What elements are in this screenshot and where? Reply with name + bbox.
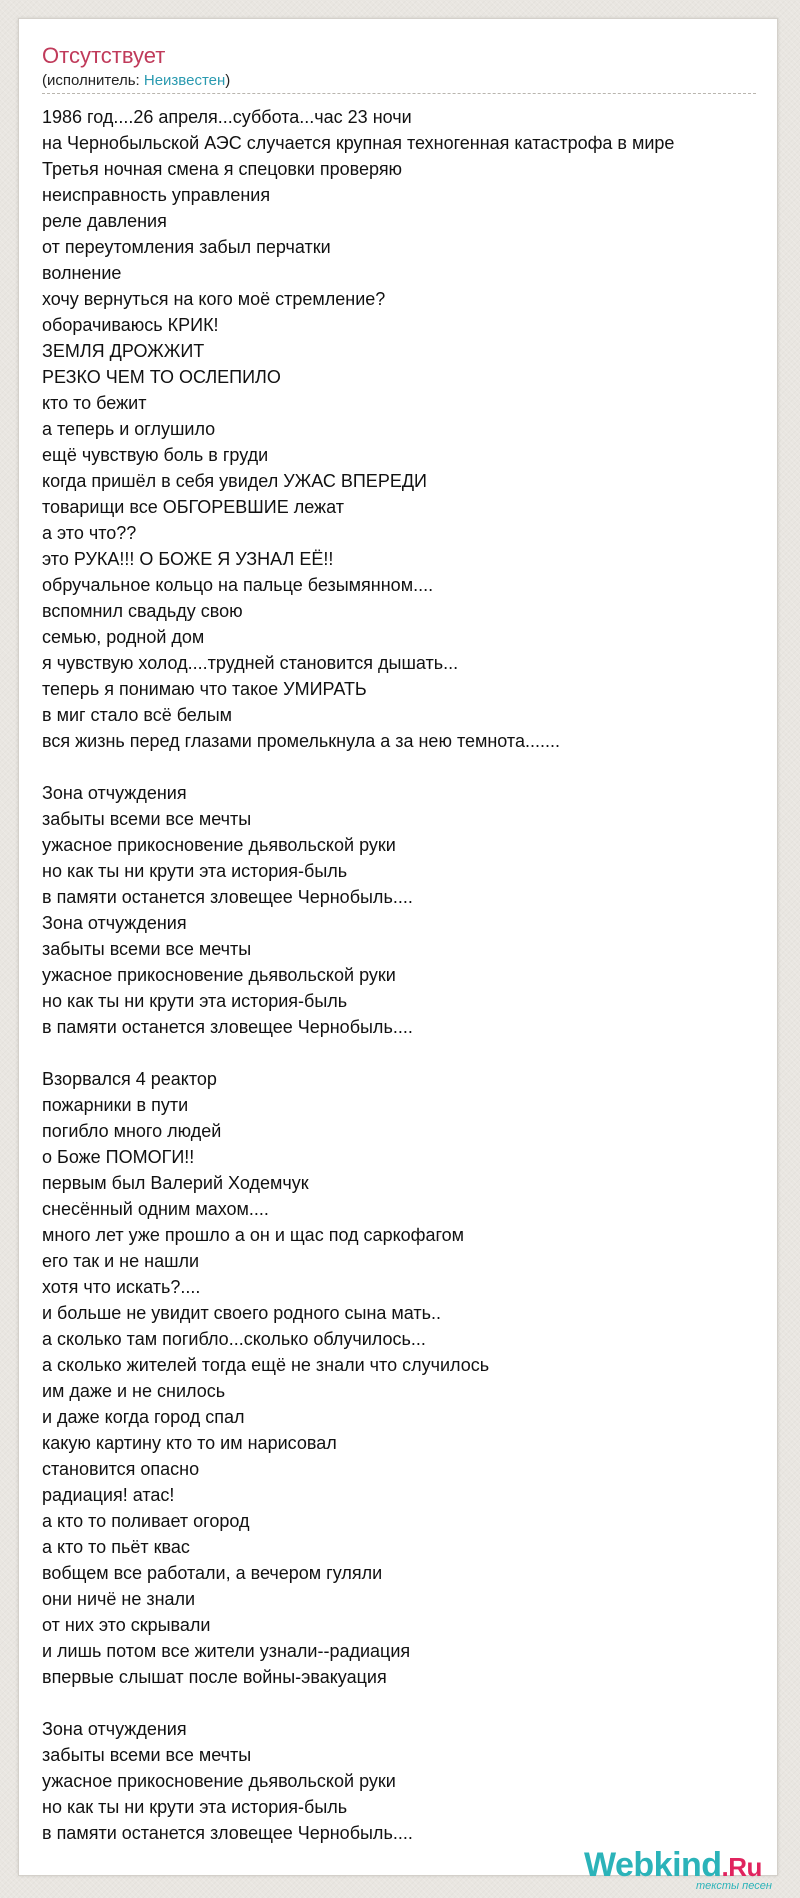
- lyric-line: но как ты ни крути эта история-быль: [42, 991, 348, 1011]
- lyric-line: какую картину кто то им нарисовал: [42, 1433, 337, 1453]
- lyric-line: в миг стало всё белым: [42, 705, 233, 725]
- lyric-line: хочу вернуться на кого моё стремление?: [42, 289, 386, 309]
- lyric-line: на Чернобыльской АЭС случается крупная техногенная катастрофа в мире: [42, 133, 675, 153]
- lyric-line: волнение: [42, 263, 122, 283]
- lyric-line: ещё чувствую боль в груди: [42, 445, 269, 465]
- lyric-line: они ничё не знали: [42, 1589, 196, 1609]
- lyric-line: ужасное прикосновение дьявольской руки: [42, 835, 396, 855]
- lyric-line: и больше не увидит своего родного сына мать..: [42, 1303, 442, 1323]
- header-divider: [42, 93, 756, 94]
- lyric-line: впервые слышат после войны-эвакуация: [42, 1667, 387, 1687]
- lyric-line: 1986 год....26 апреля...суббота...час 23 ночи: [42, 107, 412, 127]
- artist-prefix: (исполнитель:: [42, 72, 144, 89]
- lyric-line: вспомнил свадьду свою: [42, 601, 243, 621]
- lyric-line: я чувствую холод....трудней становится дышать...: [42, 653, 459, 673]
- lyric-line: им даже и не снилось: [42, 1381, 226, 1401]
- logo-name: Webkind: [584, 1846, 722, 1884]
- lyric-line: кто то бежит: [42, 393, 147, 413]
- lyric-line: в памяти останется зловещее Чернобыль....: [42, 1017, 413, 1037]
- lyric-blank-line: [42, 1690, 772, 1716]
- logo-tagline: тексты песен: [696, 1880, 772, 1892]
- lyric-line: а кто то пьёт квас: [42, 1537, 190, 1557]
- lyric-line: и даже когда город спал: [42, 1407, 245, 1427]
- lyric-line: от переутомления забыл перчатки: [42, 237, 331, 257]
- lyric-line: его так и не нашли: [42, 1251, 200, 1271]
- lyric-line: от них это скрывали: [42, 1615, 211, 1635]
- lyric-line: в памяти останется зловещее Чернобыль....: [42, 887, 413, 907]
- lyric-blank-line: [42, 754, 772, 780]
- lyric-line: обручальное кольцо на пальце безымянном....: [42, 575, 434, 595]
- lyric-line: вобщем все работали, а вечером гуляли: [42, 1563, 383, 1583]
- lyric-line: это РУКА!!! О БОЖЕ Я УЗНАЛ ЕЁ!!: [42, 549, 334, 569]
- lyric-line: теперь я понимаю что такое УМИРАТЬ: [42, 679, 367, 699]
- lyric-line: РЕЗКО ЧЕМ ТО ОСЛЕПИЛО: [42, 367, 281, 387]
- lyric-line: семью, родной дом: [42, 627, 205, 647]
- lyric-line: а теперь и оглушило: [42, 419, 216, 439]
- song-title: Отсутствует: [42, 43, 166, 68]
- lyric-line: ЗЕМЛЯ ДРОЖЖИТ: [42, 341, 205, 361]
- lyric-line: радиация! атас!: [42, 1485, 175, 1505]
- lyric-line: но как ты ни крути эта история-быль: [42, 1797, 348, 1817]
- lyric-line: товарищи все ОБГОРЕВШИЕ лежат: [42, 497, 344, 517]
- lyric-line: забыты всеми все мечты: [42, 939, 252, 959]
- lyric-line: и лишь потом все жители узнали--радиация: [42, 1641, 411, 1661]
- lyric-line: снесённый одним махом....: [42, 1199, 269, 1219]
- lyric-line: вся жизнь перед глазами промелькнула а за нею темнота.......: [42, 731, 560, 751]
- lyric-line: хотя что искать?....: [42, 1277, 201, 1297]
- artist-line: [42, 72, 230, 90]
- lyric-line: а сколько там погибло...сколько облучилось...: [42, 1329, 426, 1349]
- logo-tld: .Ru: [721, 1852, 762, 1882]
- lyric-line: ужасное прикосновение дьявольской руки: [42, 965, 396, 985]
- lyric-line: а сколько жителей тогда ещё не знали что случилось: [42, 1355, 490, 1375]
- lyric-line: а это что??: [42, 523, 137, 543]
- lyric-line: ужасное прикосновение дьявольской руки: [42, 1771, 396, 1791]
- lyric-line: Взорвался 4 реактор: [42, 1069, 217, 1089]
- lyric-line: а кто то поливает огород: [42, 1511, 250, 1531]
- lyric-line: много лет уже прошло а он и щас под саркофагом: [42, 1225, 465, 1245]
- lyric-line: оборачиваюсь КРИК!: [42, 315, 219, 335]
- lyric-line: Зона отчуждения: [42, 783, 187, 803]
- artist-link[interactable]: Неизвестен: [143, 72, 226, 89]
- webkind-logo[interactable]: [584, 1845, 784, 1897]
- lyric-line: Зона отчуждения: [42, 913, 187, 933]
- lyric-line: Зона отчуждения: [42, 1719, 187, 1739]
- lyric-line: пожарники в пути: [42, 1095, 189, 1115]
- lyric-line: о Боже ПОМОГИ!!: [42, 1147, 195, 1167]
- lyric-line: реле давления: [42, 211, 167, 231]
- lyric-line: когда пришёл в себя увидел УЖАС ВПЕРЕДИ: [42, 471, 427, 491]
- lyrics-card: [18, 18, 778, 1892]
- lyric-line: первым был Валерий Ходемчук: [42, 1173, 309, 1193]
- lyric-line: забыты всеми все мечты: [42, 1745, 252, 1765]
- lyric-line: забыты всеми все мечты: [42, 809, 252, 829]
- lyric-line: становится опасно: [42, 1459, 200, 1479]
- lyric-line: Третья ночная смена я спецовки проверяю: [42, 159, 403, 179]
- lyric-line: в памяти останется зловещее Чернобыль....: [42, 1823, 413, 1843]
- lyric-line: погибло много людей: [42, 1121, 222, 1141]
- artist-suffix: ): [225, 72, 231, 89]
- lyrics-text: [42, 104, 772, 1846]
- lyric-line: но как ты ни крути эта история-быль: [42, 861, 348, 881]
- lyric-line: неисправность управления: [42, 185, 271, 205]
- lyric-blank-line: [42, 1040, 772, 1066]
